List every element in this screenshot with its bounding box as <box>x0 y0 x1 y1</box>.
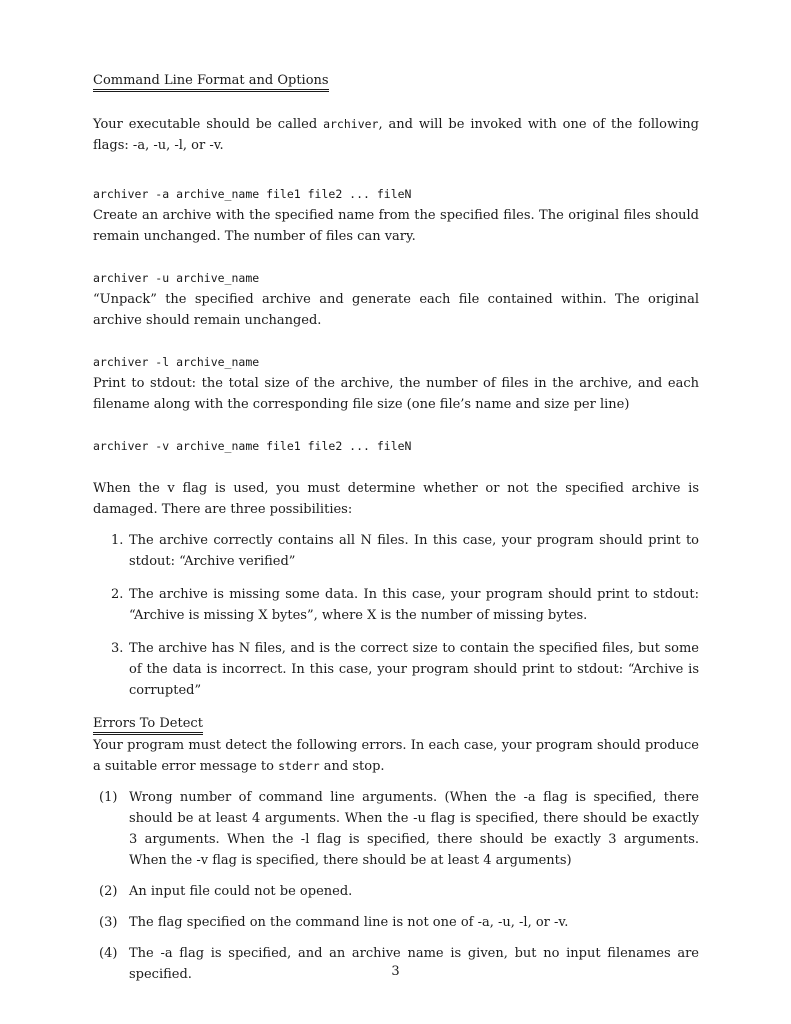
verify-intro: When the v flag is used, you must determine whether or not the specified archive is damaged. There are three possibilities: <box>93 481 699 517</box>
section-heading-command-line: Command Line Format and Options <box>93 73 329 92</box>
verify-possibilities-list <box>93 530 699 701</box>
intro-text-post: , and will be invoked with one of the following flags: -a, -u, -l, or -v. <box>93 117 699 153</box>
command-block-a <box>93 184 699 247</box>
page-number: 3 <box>391 964 400 979</box>
command-syntax-a: archiver -a archive_name file1 file2 ... fileN <box>93 187 412 201</box>
command-syntax-l: archiver -l archive_name <box>93 355 260 369</box>
errors-intro: Your program must detect the following errors. In each case, your program should produce a suitable error message to stderr and stop. <box>93 738 699 774</box>
list-item: (1) Wrong number of command line arguments. (When the -a flag is specified, there should be at least 4 arguments. When the -u flag is specified, there should be exactly 3 arguments. When the -l flag is specified, there should be exactly 3 arguments. When the -v flag is specified, there should be at least 4 arguments) <box>99 790 699 868</box>
list-item: (2) An input file could not be opened. <box>99 884 353 899</box>
list-item: 2. The archive is missing some data. In this case, your program should print to stdout: “Archive is missing X bytes”, where X is the number of missing bytes. <box>111 587 699 623</box>
command-block-v <box>93 436 699 457</box>
list-item: (3) The flag specified on the command line is not one of -a, -u, -l, or -v. <box>99 915 569 930</box>
stderr-code: stderr <box>278 759 320 773</box>
intro-text-pre: Your executable should be called <box>93 117 324 132</box>
list-item: 3. The archive has N files, and is the correct size to contain the specified files, but some of the data is incorrect. In this case, your program should print to stdout: “Archive is corrupted” <box>111 641 699 698</box>
document-page <box>93 70 699 995</box>
list-item: (4) The -a flag is specified, and an archive name is given, but no input filenames are specified. <box>99 946 699 982</box>
section-heading-errors: Errors To Detect <box>93 716 203 735</box>
command-syntax-u: archiver -u archive_name <box>93 271 260 285</box>
command-description-a: Create an archive with the specified name from the specified files. The original files should remain unchanged. The number of files can vary. <box>93 208 699 244</box>
command-syntax-v: archiver -v archive_name file1 file2 ... fileN <box>93 439 412 453</box>
errors-list <box>93 787 699 985</box>
command-block-l <box>93 352 699 415</box>
intro-paragraph <box>93 114 699 156</box>
intro-code-archiver: archiver <box>323 117 379 131</box>
command-description-u: “Unpack” the specified archive and generate each file contained within. The original archive should remain unchanged. <box>93 292 699 328</box>
list-item: 1. The archive correctly contains all N files. In this case, your program should print to stdout: “Archive verified” <box>111 533 699 569</box>
command-description-l: Print to stdout: the total size of the archive, the number of files in the archive, and each filename along with the corresponding file size (one file’s name and size per line) <box>93 376 699 412</box>
command-block-u <box>93 268 699 331</box>
